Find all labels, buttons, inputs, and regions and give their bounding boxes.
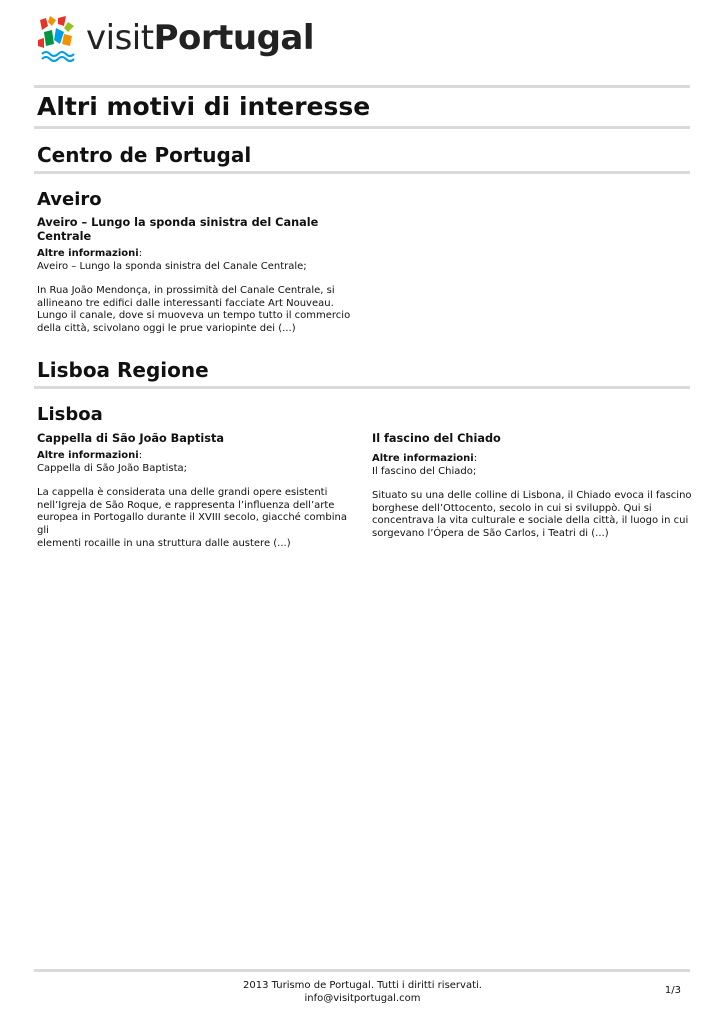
description-line: Lungo il canale, dove si muoveva un tempo tutto il commercio (37, 310, 351, 322)
description-line: allineano tre edifici dalle interessanti facciate Art Nouveau. (37, 297, 334, 309)
divider (34, 386, 690, 389)
attraction-title[interactable]: Cappella di São João Baptista (37, 432, 225, 445)
description-line: borghese dell’Ottocento, secolo in cui si sviluppò. Qui si (372, 502, 652, 514)
divider (34, 85, 690, 88)
info-value: Cappella di São João Baptista; (37, 462, 188, 474)
description-line: europea in Portogallo durante il XVIII secolo, giacché combina gli (37, 512, 347, 536)
info-label: Altre informazioni (372, 453, 474, 464)
description-line: nell’Igreja de São Roque, e rappresenta l’influenza dell’arte (37, 499, 335, 511)
page-title: Altri motivi di interesse (37, 92, 371, 121)
description-line: della città, scivolano oggi le prue variopinte dei (...) (37, 322, 296, 334)
footer-email[interactable]: info@visitportugal.com (304, 993, 421, 1004)
info-label-colon: : (138, 450, 143, 461)
logo-text-visit: visit (86, 18, 154, 58)
info-label-colon: : (473, 453, 478, 464)
attraction-card (372, 432, 694, 541)
info-value: Aveiro – Lungo la sponda sinistra del Canale Centrale; (37, 260, 307, 272)
description-line: Situato su una delle colline di Lisbona, il Chiado evoca il fascino (372, 490, 692, 502)
description-line: elementi rocaille in una struttura dalle austere (...) (37, 537, 291, 549)
description-line: concentrava la vita culturale e sociale della città, il luogo in cui (372, 515, 689, 527)
info-label: Altre informazioni (37, 248, 139, 259)
attraction-description (37, 487, 359, 550)
logo-wordmark (86, 18, 314, 58)
info-label: Altre informazioni (37, 450, 139, 461)
attraction-title[interactable]: Il fascino del Chiado (372, 432, 501, 445)
logo-text-portugal: Portugal (153, 18, 315, 58)
info-label-colon: : (138, 248, 143, 259)
divider (34, 171, 690, 174)
description-line: La cappella è considerata una delle grandi opere esistenti (37, 487, 328, 499)
attraction-description (372, 490, 694, 540)
footer (0, 979, 725, 1005)
divider (34, 126, 690, 129)
attraction-title[interactable]: Aveiro – Lungo la sponda sinistra del Canale Centrale (37, 216, 319, 243)
region-heading: Centro de Portugal (37, 143, 252, 167)
city-heading: Aveiro (37, 189, 102, 210)
description-line: sorgevano l’Ópera de São Carlos, i Teatri di (...) (372, 527, 609, 539)
footer-divider (34, 969, 690, 972)
portugal-logo-icon (34, 14, 80, 64)
description-line: In Rua João Mendonça, in prossimità del Canale Centrale, si (37, 285, 335, 297)
attraction-card (37, 216, 359, 336)
visitportugal-logo[interactable] (34, 14, 314, 72)
page-number: 1/3 (664, 985, 681, 996)
city-heading: Lisboa (37, 404, 103, 425)
footer-copyright: 2013 Turismo de Portugal. Tutti i diritti riservati. (243, 980, 482, 991)
attraction-description (37, 285, 359, 335)
region-heading: Lisboa Regione (37, 358, 209, 382)
attraction-card (37, 432, 359, 550)
info-value: Il fascino del Chiado; (372, 465, 477, 477)
